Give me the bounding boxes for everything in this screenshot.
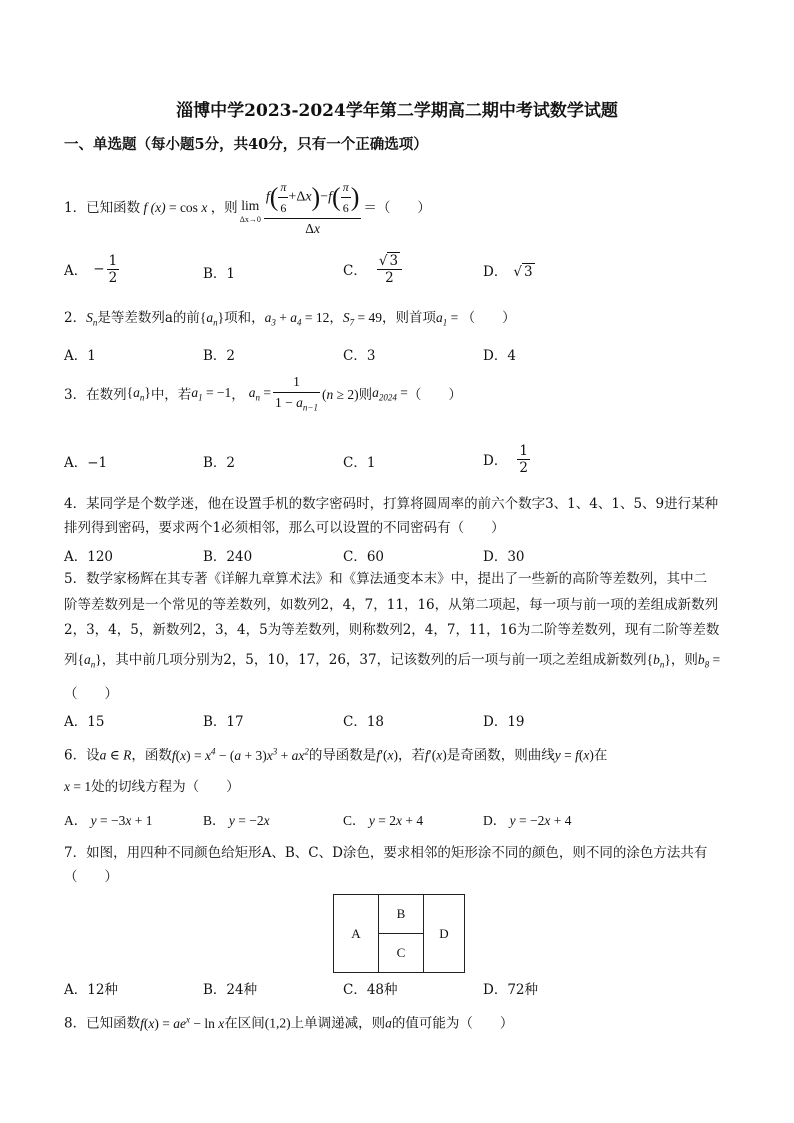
q6-option-b: B． y = −2x	[203, 813, 270, 828]
q7-option-a: A．12种	[64, 982, 118, 998]
q3-option-a: A．−1	[64, 455, 108, 471]
question-5-line-4: 列$\{a_n\}$，其中前几项分别为2，5，10，17，26，37，记该数列的后一项与前一项之差组成新数列$\{b_n\}$，则$b_8$ =	[64, 652, 721, 670]
q4-option-a: A．120	[64, 549, 114, 565]
q1-limit: lim Δx→0	[239, 198, 261, 224]
q1-fraction	[264, 177, 362, 239]
q7-option-b: B．24种	[203, 982, 258, 998]
q5-option-c: C．18	[343, 714, 385, 730]
cell-a: A	[334, 895, 379, 973]
q5-option-d: D．19	[483, 714, 525, 730]
question-5-line-3: 2，3，4，5，新数列2，3，4，5为等差数列，则称数列2，4，7，11，16为二阶等差数列，现有二阶等差数	[64, 622, 720, 638]
q1-function: f (x) = cos x	[140, 200, 211, 215]
q4-option-b: B．240	[203, 549, 253, 565]
q7-option-d: D．72种	[483, 982, 539, 998]
q3-option-b: B．2	[203, 455, 236, 471]
question-5-line-5: （ ）	[64, 686, 118, 702]
q1-denominator: Δx	[305, 221, 320, 236]
q1-mid: ，则	[210, 200, 238, 216]
q7-option-c: C．48种	[343, 982, 398, 998]
question-3: 3．在数列 $\{a_n\}$ 中，若 $a_1 = -1$ ， $a_n$ = $\frac{1}{1 - a_{n-1}}$ (n ≥ 2) 则 $a_{2024}$ = （ ）	[64, 374, 462, 413]
question-1	[64, 170, 431, 246]
q6-option-c: C． y = 2x + 4	[343, 813, 424, 828]
question-6-line-1: 6．设a ∈ R，函数$f(x) = x^4 - (a + 3)x^3 + ax^2$的导函数是f′(x)，若f′(x)是奇函数，则曲线y = f(x)在	[64, 746, 608, 764]
question-2: 2．$S_n$是等差数列a的前$\{a_n\}$项和，$a_3 + a_4 = 12$，$S_7 = 49$，则首项$a_1$ = （ ）	[64, 310, 516, 328]
cell-d: D	[424, 895, 465, 973]
q4-option-d: D．30	[483, 549, 525, 565]
q6-option-a: A． y = −3x + 1	[64, 813, 153, 828]
page-title: 淄博中学2023-2024学年第二学期高二期中考试数学试题	[176, 101, 618, 121]
question-4-line-2: 排列得到密码，要求两个1必须相邻，那么可以设置的不同密码有（ ）	[64, 520, 505, 536]
question-5-line-1: 5．数学家杨辉在其专著《详解九章算术法》和《算法通变本末》中，提出了一些新的高阶等差数列，其中二	[64, 571, 708, 587]
q4-option-c: C．60	[343, 549, 385, 565]
q1-option-d: D． √ 3	[483, 264, 533, 280]
q1-option-b: B．1	[203, 266, 236, 282]
q5-option-a: A．15	[64, 714, 105, 730]
q1-prefix: 1．已知函数	[64, 200, 141, 216]
question-8: 8．已知函数$f(x) = ae^x - \ln x$在区间(1,2)上单调递减，则a的值可能为（ ）	[64, 1014, 514, 1032]
question-6-line-2: x = 1处的切线方程为（ ）	[64, 779, 240, 795]
q3-option-c: C．1	[343, 455, 376, 471]
q2-option-c: C．3	[343, 348, 376, 364]
q1-numerator: f( $\frac{\pi}{6}$ +Δx)−f( $\frac{\pi}{6}$ )	[264, 177, 362, 219]
q6-option-d: D． y = −2x + 4	[483, 813, 572, 828]
coloring-diagram	[333, 894, 465, 973]
q2-option-d: D．4	[483, 348, 516, 364]
q1-suffix: ＝（ ）	[363, 200, 431, 216]
q3-option-d: D． $\frac{1}{2}$	[483, 442, 528, 476]
q2-option-a: A．1	[64, 348, 96, 364]
q1-func-source	[0, 0, 1, 1]
question-5-line-2: 阶等差数列是一个常见的等差数列，如数列2，4，7，11，16，从第二项起，每一项与前一项的差组成新数列	[64, 597, 719, 613]
q2-option-b: B．2	[203, 348, 236, 364]
q1-option-a: A． − $\frac{1}{2}$	[64, 252, 118, 286]
section-heading: 一、单选题（每小题5分，共40分，只有一个正确选项）	[64, 136, 428, 153]
q5-option-b: B．17	[203, 714, 244, 730]
question-7-line-2: （ ）	[64, 869, 118, 885]
cell-b: B	[379, 895, 424, 934]
q1-option-c: C． $\frac{√ 3}{2}$	[343, 248, 402, 290]
question-4-line-1: 4．某同学是个数学迷，他在设置手机的数字密码时，打算将圆周率的前六个数字3、1、4、1、5、9进行某种	[64, 496, 719, 512]
question-7-line-1: 7．如图，用四种不同颜色给矩形A、B、C、D涂色，要求相邻的矩形涂不同的颜色，则不同的涂色方法共有	[64, 845, 708, 861]
cell-c: C	[379, 934, 424, 973]
